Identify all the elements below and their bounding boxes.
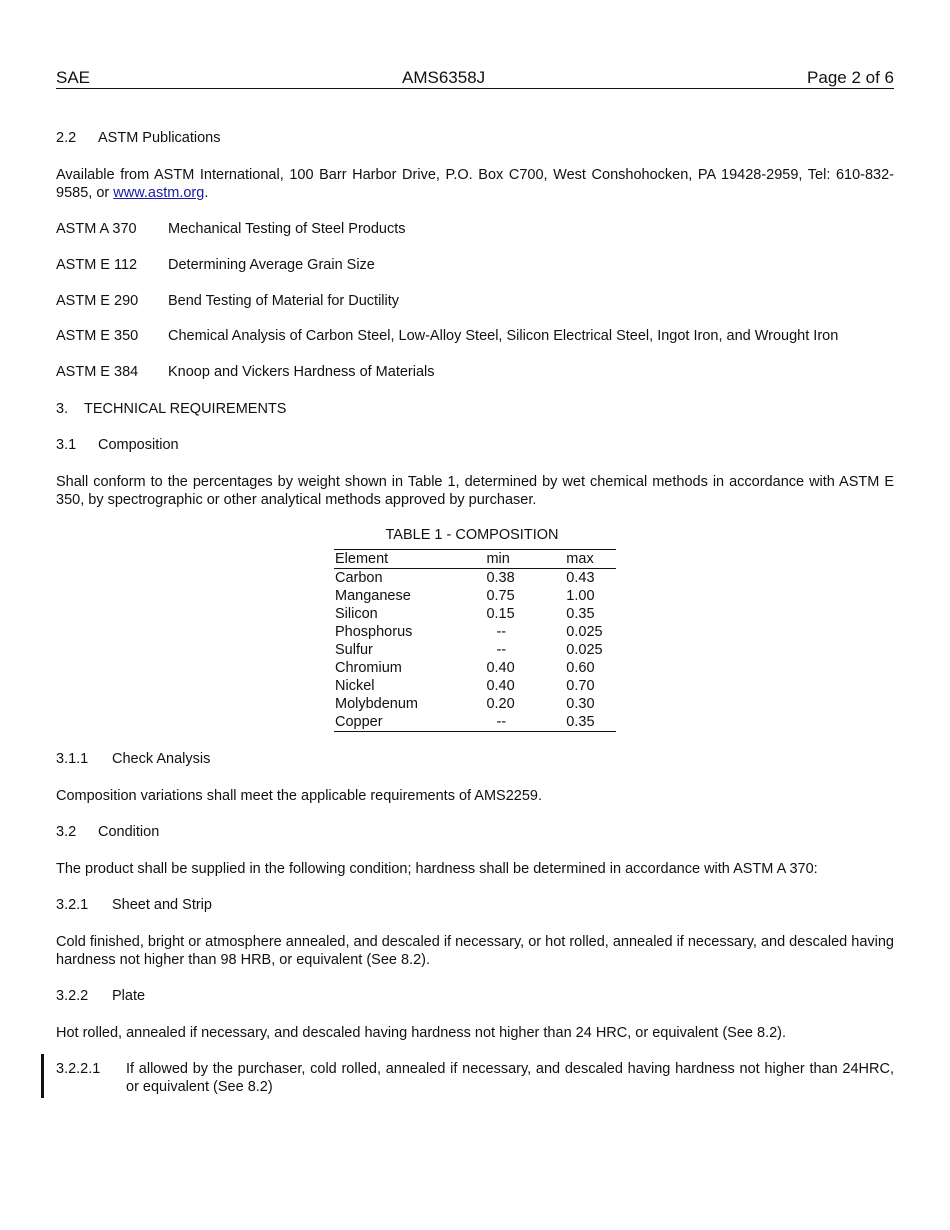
revision-change-bar xyxy=(41,1054,44,1098)
reference-title: Determining Average Grain Size xyxy=(168,257,375,273)
table-row xyxy=(334,659,616,677)
cell-min: 0.40 xyxy=(486,660,515,676)
section-text: If allowed by the purchaser, cold rolled, annealed if necessary, and descaled having hardness not higher than 24HRC, or equivalent (See 8.2) xyxy=(126,1061,894,1095)
section-title: Sheet and Strip xyxy=(112,897,212,913)
cell-max: 0.35 xyxy=(566,606,595,622)
cell-element: Sulfur xyxy=(335,642,373,658)
reference-code: ASTM E 384 xyxy=(56,364,139,380)
reference-code: ASTM E 290 xyxy=(56,293,139,309)
section-title: Plate xyxy=(112,988,146,1004)
cell-min: 0.75 xyxy=(486,588,515,604)
section-number: 3.1.1 xyxy=(56,751,89,767)
cell-max: 1.00 xyxy=(566,588,595,604)
table-row xyxy=(334,695,616,713)
cell-element: Molybdenum xyxy=(335,696,419,712)
column-header-element: Element xyxy=(334,550,485,569)
section-3-1-heading xyxy=(56,436,894,454)
table-row xyxy=(334,587,616,605)
section-3-2-1-heading xyxy=(56,896,894,914)
cell-max: 0.60 xyxy=(566,660,595,676)
reference-code: ASTM E 112 xyxy=(56,257,138,273)
section-title: Check Analysis xyxy=(112,751,211,767)
table-row xyxy=(334,641,616,659)
header-org: SAE xyxy=(56,68,91,87)
table-row xyxy=(334,713,616,732)
reference-item xyxy=(56,363,894,381)
cell-element: Nickel xyxy=(335,678,375,694)
section-3-1-1-heading xyxy=(56,750,894,768)
composition-paragraph: Shall conform to the percentages by weight shown in Table 1, determined by wet chemical methods in accordance with ASTM E 350, by spectrographic or other analytical methods approved by purchaser. xyxy=(56,474,894,508)
reference-item xyxy=(56,292,894,310)
section-title: ASTM Publications xyxy=(98,130,221,146)
table-row xyxy=(334,569,616,588)
condition-paragraph: The product shall be supplied in the following condition; hardness shall be determined in accordance with ASTM A 370: xyxy=(56,861,818,877)
section-number: 3.1 xyxy=(56,437,77,453)
reference-title: Mechanical Testing of Steel Products xyxy=(168,221,406,237)
cell-max: 0.025 xyxy=(566,624,603,640)
reference-item xyxy=(56,327,894,345)
section-number: 3.2.2.1 xyxy=(56,1061,101,1077)
section-3-heading xyxy=(56,400,894,418)
table-row xyxy=(334,623,616,641)
cell-element: Carbon xyxy=(335,570,383,586)
reference-title: Knoop and Vickers Hardness of Materials xyxy=(168,364,435,380)
cell-min: 0.40 xyxy=(486,678,515,694)
column-header-max: max xyxy=(565,550,616,569)
check-analysis-paragraph: Composition variations shall meet the applicable requirements of AMS2259. xyxy=(56,788,543,804)
plate-paragraph: Hot rolled, annealed if necessary, and descaled having hardness not higher than 24 HRC, or equivalent (See 8.2). xyxy=(56,1025,787,1041)
section-number: 3.2.2 xyxy=(56,988,89,1004)
table-header-row xyxy=(334,550,616,569)
cell-element: Copper xyxy=(335,714,383,730)
astm-availability-end: . xyxy=(204,185,209,201)
section-title: TECHNICAL REQUIREMENTS xyxy=(84,401,287,417)
cell-element: Silicon xyxy=(335,606,378,622)
header-page-number: Page 2 of 6 xyxy=(807,68,894,87)
cell-max: 0.43 xyxy=(566,570,595,586)
cell-max: 0.30 xyxy=(566,696,595,712)
sheet-strip-paragraph: Cold finished, bright or atmosphere annealed, and descaled if necessary, or hot rolled, annealed if necessary, and descaled having hardness not higher than 98 HRB, or equivalent (See 8.2). xyxy=(56,934,894,968)
section-title: Condition xyxy=(98,824,160,840)
section-3-2-2-heading xyxy=(56,987,894,1005)
section-title: Composition xyxy=(98,437,179,453)
composition-table xyxy=(334,549,616,732)
cell-max: 0.70 xyxy=(566,678,595,694)
cell-min: -- xyxy=(496,714,507,730)
table-row xyxy=(334,677,616,695)
section-2-2-heading xyxy=(56,129,894,147)
astm-availability-text: Available from ASTM International, 100 Barr Harbor Drive, P.O. Box C700, West Conshohocken, PA 19428-2959, Tel: 610-832-9585, or xyxy=(56,167,894,201)
cell-min: 0.38 xyxy=(486,570,515,586)
table-title: TABLE 1 - COMPOSITION xyxy=(385,527,559,543)
section-number: 2.2 xyxy=(56,130,77,146)
astm-website-link[interactable]: www.astm.org xyxy=(113,185,205,201)
section-number: 3. xyxy=(56,401,69,417)
cell-element: Manganese xyxy=(335,588,411,604)
cell-min: 0.20 xyxy=(486,696,515,712)
section-3-2-2-1 xyxy=(56,1060,894,1096)
column-header-min: min xyxy=(485,550,565,569)
cell-max: 0.025 xyxy=(566,642,603,658)
reference-item xyxy=(56,220,894,238)
reference-item xyxy=(56,256,894,274)
astm-availability-paragraph xyxy=(56,166,894,202)
reference-code: ASTM E 350 xyxy=(56,328,139,344)
cell-element: Phosphorus xyxy=(335,624,413,640)
page-header xyxy=(56,68,894,89)
cell-max: 0.35 xyxy=(566,714,595,730)
table-row xyxy=(334,605,616,623)
section-number: 3.2.1 xyxy=(56,897,89,913)
reference-title: Chemical Analysis of Carbon Steel, Low-Alloy Steel, Silicon Electrical Steel, Ingot Iron, and Wrought Iron xyxy=(168,328,839,344)
section-number: 3.2 xyxy=(56,824,77,840)
header-doc-number: AMS6358J xyxy=(402,68,486,87)
cell-min: -- xyxy=(496,624,507,640)
cell-element: Chromium xyxy=(335,660,402,676)
reference-code: ASTM A 370 xyxy=(56,221,137,237)
cell-min: -- xyxy=(496,642,507,658)
reference-title: Bend Testing of Material for Ductility xyxy=(168,293,400,309)
section-3-2-heading xyxy=(56,823,894,841)
cell-min: 0.15 xyxy=(486,606,515,622)
